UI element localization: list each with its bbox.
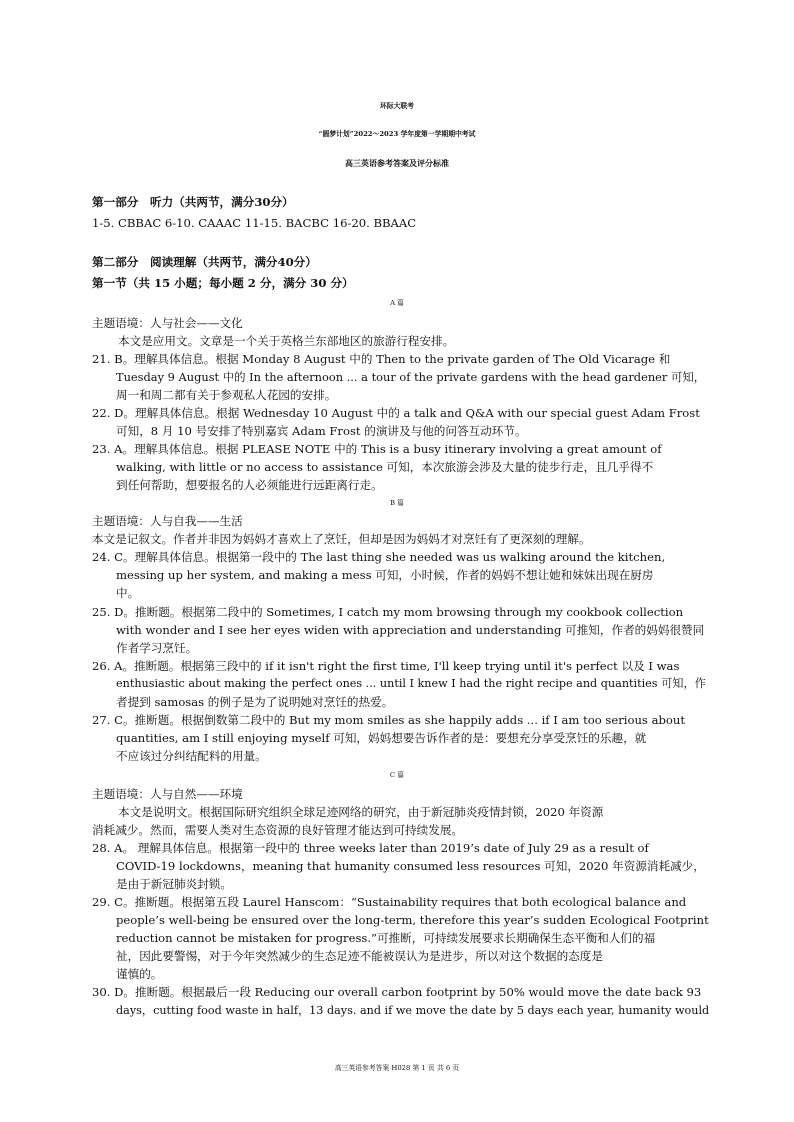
answer-25: 25. D。推断题。根据第二段中的 Sometimes, I catch my mom browsing through my cookbook collection <box>92 605 684 619</box>
answer-25-cont: with wonder and I see her eyes widen with appreciation and understanding 可推知，作者的妈妈很赞同 <box>116 623 705 637</box>
passage-b-theme: 主题语境：人与自我——生活 <box>92 514 243 528</box>
passage-c-summary: 本文是说明文。根据国际研究组织全球足迹网络的研究，由于新冠肺炎疫情封锁，2020 年资源 <box>118 805 604 819</box>
page-footer: 高三英语参考答案 H028 第 1 页 共 6 页 <box>334 1064 460 1072</box>
answer-27: 27. C。推断题。根据倒数第二段中的 But my mom smiles as she happily adds ... if I am too serious about <box>92 713 686 727</box>
answer-29-cont: 祉，因此要警惕，对于今年突然减少的生态足迹不能被误认为是进步，所以对这个数据的态度是 <box>116 949 603 963</box>
answer-26-cont: 者提到 samosas 的例子是为了说明她对烹饪的热爱。 <box>116 695 394 709</box>
exam-union-title: 环际大联考 <box>380 102 414 110</box>
passage-c-summary-cont: 消耗减少。然而，需要人类对生态资源的良好管理才能达到可持续发展。 <box>92 823 464 837</box>
answer-25-cont: 作者学习烹饪。 <box>116 641 198 655</box>
answer-28-cont: COVID-19 lockdowns，meaning that humanity consumed less resources 可知，2020 年资源消耗减少， <box>116 859 705 873</box>
answer-28: 28. A。 理解具体信息。根据第一段中的 three weeks later than 2019’s date of July 29 as a result of <box>92 841 649 855</box>
answer-21: 21. B。理解具体信息。根据 Monday 8 August 中的 Then to the private garden of The Old Vicarage 和 <box>92 352 671 366</box>
answer-26-cont: enthusiastic about making the perfect ones ... until I knew I had the right recipe and quantities 可知，作 <box>116 677 706 690</box>
listening-answers: 1-5. CBBAC 6-10. CAAAC 11-15. BACBC 16-20. BBAAC <box>92 216 417 230</box>
answer-24-cont: messing up her system, and making a mess 可知，小时候，作者的妈妈不想让她和妹妹出现在厨房 <box>116 568 654 582</box>
answer-21-cont: Tuesday 9 August 中的 In the afternoon ... a tour of the private gardens with the head gardener 可知， <box>116 370 706 384</box>
answer-30: 30. D。推断题。根据最后一段 Reducing our overall carbon footprint by 50% would move the date back 93 <box>92 985 702 999</box>
passage-a-theme: 主题语境：人与社会——文化 <box>92 316 243 330</box>
answer-26: 26. A。推断题。根据第三段中的 if it isn't right the first time, I'll keep trying until it's perfect 以及 I was <box>92 659 680 673</box>
passage-b-label: B 篇 <box>390 499 404 507</box>
part1-heading: 第一部分 听力（共两节，满分30分） <box>92 195 294 209</box>
answer-27-cont: 不应该过分纠结配料的用量。 <box>116 749 267 763</box>
section1-heading: 第一节（共 15 小题；每小题 2 分，满分 30 分） <box>92 276 354 290</box>
answer-30-cont: days，cutting food waste in half，13 days. and if we move the date by 5 days each year, humanity would <box>116 1004 710 1017</box>
answer-28-cont: 是由于新冠肺炎封锁。 <box>116 877 232 891</box>
answer-29-cont: reduction cannot be mistaken for progress.”可推断，可持续发展要求长期确保生态平衡和人们的福 <box>116 931 656 945</box>
passage-b-summary: 本文是记叙文。作者并非因为妈妈才喜欢上了烹饪，但却是因为妈妈才对烹饪有了更深刻的理解。 <box>92 532 591 546</box>
answer-29: 29. C。推断题。根据第五段 Laurel Hanscom：“Sustainability requires that both ecological balance and <box>92 895 687 909</box>
answer-29-cont: 谨慎的。 <box>116 967 163 981</box>
passage-c-theme: 主题语境：人与自然——环境 <box>92 787 243 801</box>
passage-a-summary: 本文是应用文。文章是一个关于英格兰东部地区的旅游行程安排。 <box>118 334 455 348</box>
passage-c-label: C 篇 <box>389 771 405 779</box>
answer-24-cont: 中。 <box>116 586 140 600</box>
part2-heading: 第二部分 阅读理解（共两节，满分40分） <box>92 255 317 269</box>
answer-24: 24. C。理解具体信息。根据第一段中的 The last thing she needed was us walking around the kitchen, <box>92 550 666 564</box>
answer-22: 22. D。理解具体信息。根据 Wednesday 10 August 中的 a talk and Q&A with our special guest Adam Frost <box>92 406 700 420</box>
passage-a-label: A 篇 <box>390 299 404 307</box>
answer-23-cont: walking, with little or no access to assistance 可知，本次旅游会涉及大量的徒步行走，且几乎得不 <box>116 460 654 474</box>
answer-22-cont: 可知，8 月 10 号安排了特别嘉宾 Adam Frost 的演讲及与他的问答互动环节。 <box>116 424 527 438</box>
answer-key-title: 高三英语参考答案及评分标准 <box>345 158 449 168</box>
answer-23-cont: 到任何帮助，想要报名的人必须能进行远距离行走。 <box>116 478 383 492</box>
answer-21-cont: 周一和周二都有关于参观私人花园的安排。 <box>116 388 337 402</box>
answer-29-cont: people’s well-being be ensured over the long-term, therefore this year’s sudden Ecological Footprint <box>116 913 709 927</box>
answer-27-cont: quantities, am I still enjoying myself 可知，妈妈想要告诉作者的是：要想充分享受烹饪的乐趣，就 <box>116 731 647 745</box>
answer-23: 23. A。理解具体信息。根据 PLEASE NOTE 中的 This is a busy itinerary involving a great amount of <box>92 442 662 456</box>
exam-title: “圆梦计划”2022～2023 学年度第一学期期中考试 <box>318 130 476 138</box>
